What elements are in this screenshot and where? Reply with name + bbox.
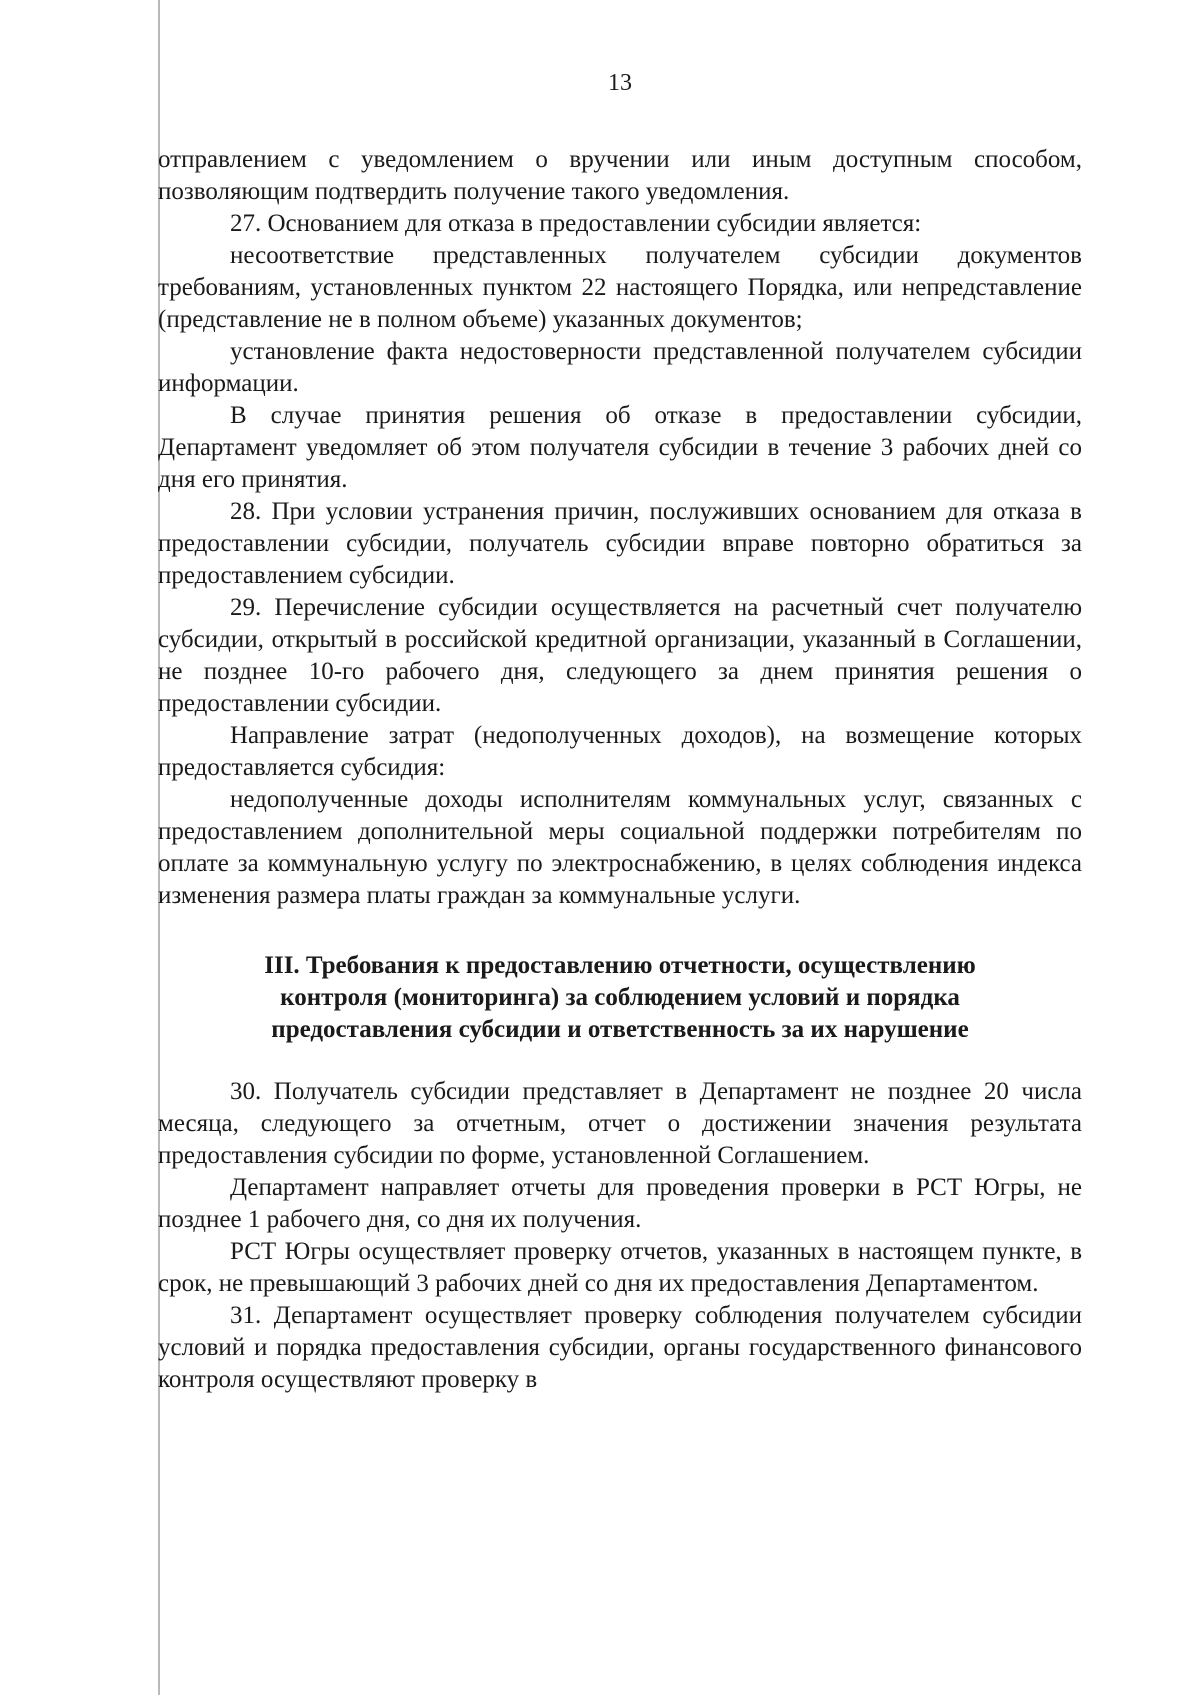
section-heading bbox=[158, 950, 1082, 1046]
paragraphs-top bbox=[158, 144, 1082, 912]
paragraph: 27. Основанием для отказа в предоставлении субсидии является: bbox=[230, 210, 922, 237]
paragraph: Направление затрат (недополученных доходов), на возмещение которых предоставляется субсидия: bbox=[158, 722, 1082, 781]
section-heading-line: III. Требования к предоставлению отчетности, осуществлению bbox=[264, 952, 976, 979]
page-number: 13 bbox=[608, 70, 632, 96]
paragraph: несоответствие представленных получателем субсидии документов требованиям, установленных пунктом 22 настоящего Порядка, или непредставление (представление не в полном объеме) указанных документов; bbox=[158, 242, 1082, 333]
paragraph: установление факта недостоверности представленной получателем субсидии информации. bbox=[158, 338, 1082, 397]
paragraph: 29. Перечисление субсидии осуществляется на расчетный счет получателю субсидии, открытый в российской кредитной организации, указанный в Соглашении, не позднее 10-го рабочего дня, следующего за днем принятия решения о предоставлении субсидии. bbox=[158, 594, 1082, 717]
section-heading-line: контроля (мониторинга) за соблюдением условий и порядка bbox=[280, 984, 960, 1011]
paragraph: 30. Получатель субсидии представляет в Департамент не позднее 20 числа месяца, следующего за отчетным, отчет о достижении значения результата предоставления субсидии по форме, установленной Соглашением. bbox=[158, 1078, 1082, 1169]
paragraph: недополученные доходы исполнителям коммунальных услуг, связанных с предоставлением дополнительной меры социальной поддержки потребителям по оплате за коммунальную услугу по электроснабжению, в целях соблюдения индекса изменения размера платы граждан за коммунальные услуги. bbox=[158, 786, 1082, 909]
paragraph: РСТ Югры осуществляет проверку отчетов, указанных в настоящем пункте, в срок, не превышающий 3 рабочих дней со дня их предоставления Департаментом. bbox=[158, 1238, 1082, 1297]
paragraph: отправлением с уведомлением о вручении или иным доступным способом, позволяющим подтвердить получение такого уведомления. bbox=[158, 146, 1082, 205]
paragraphs-bottom bbox=[158, 1076, 1082, 1396]
section-heading-line: предоставления субсидии и ответственность за их нарушение bbox=[271, 1016, 969, 1043]
paragraph: 31. Департамент осуществляет проверку соблюдения получателем субсидии условий и порядка предоставления субсидии, органы государственного финансового контроля осуществляют проверку в bbox=[158, 1302, 1082, 1393]
paragraph: Департамент направляет отчеты для проведения проверки в РСТ Югры, не позднее 1 рабочего дня, со дня их получения. bbox=[158, 1174, 1082, 1233]
paragraph: В случае принятия решения об отказе в предоставлении субсидии, Департамент уведомляет об этом получателя субсидии в течение 3 рабочих дней со дня его принятия. bbox=[158, 402, 1082, 493]
document-body bbox=[158, 144, 1082, 1396]
paragraph: 28. При условии устранения причин, послуживших основанием для отказа в предоставлении субсидии, получатель субсидии вправе повторно обратиться за предоставлением субсидии. bbox=[158, 498, 1082, 589]
